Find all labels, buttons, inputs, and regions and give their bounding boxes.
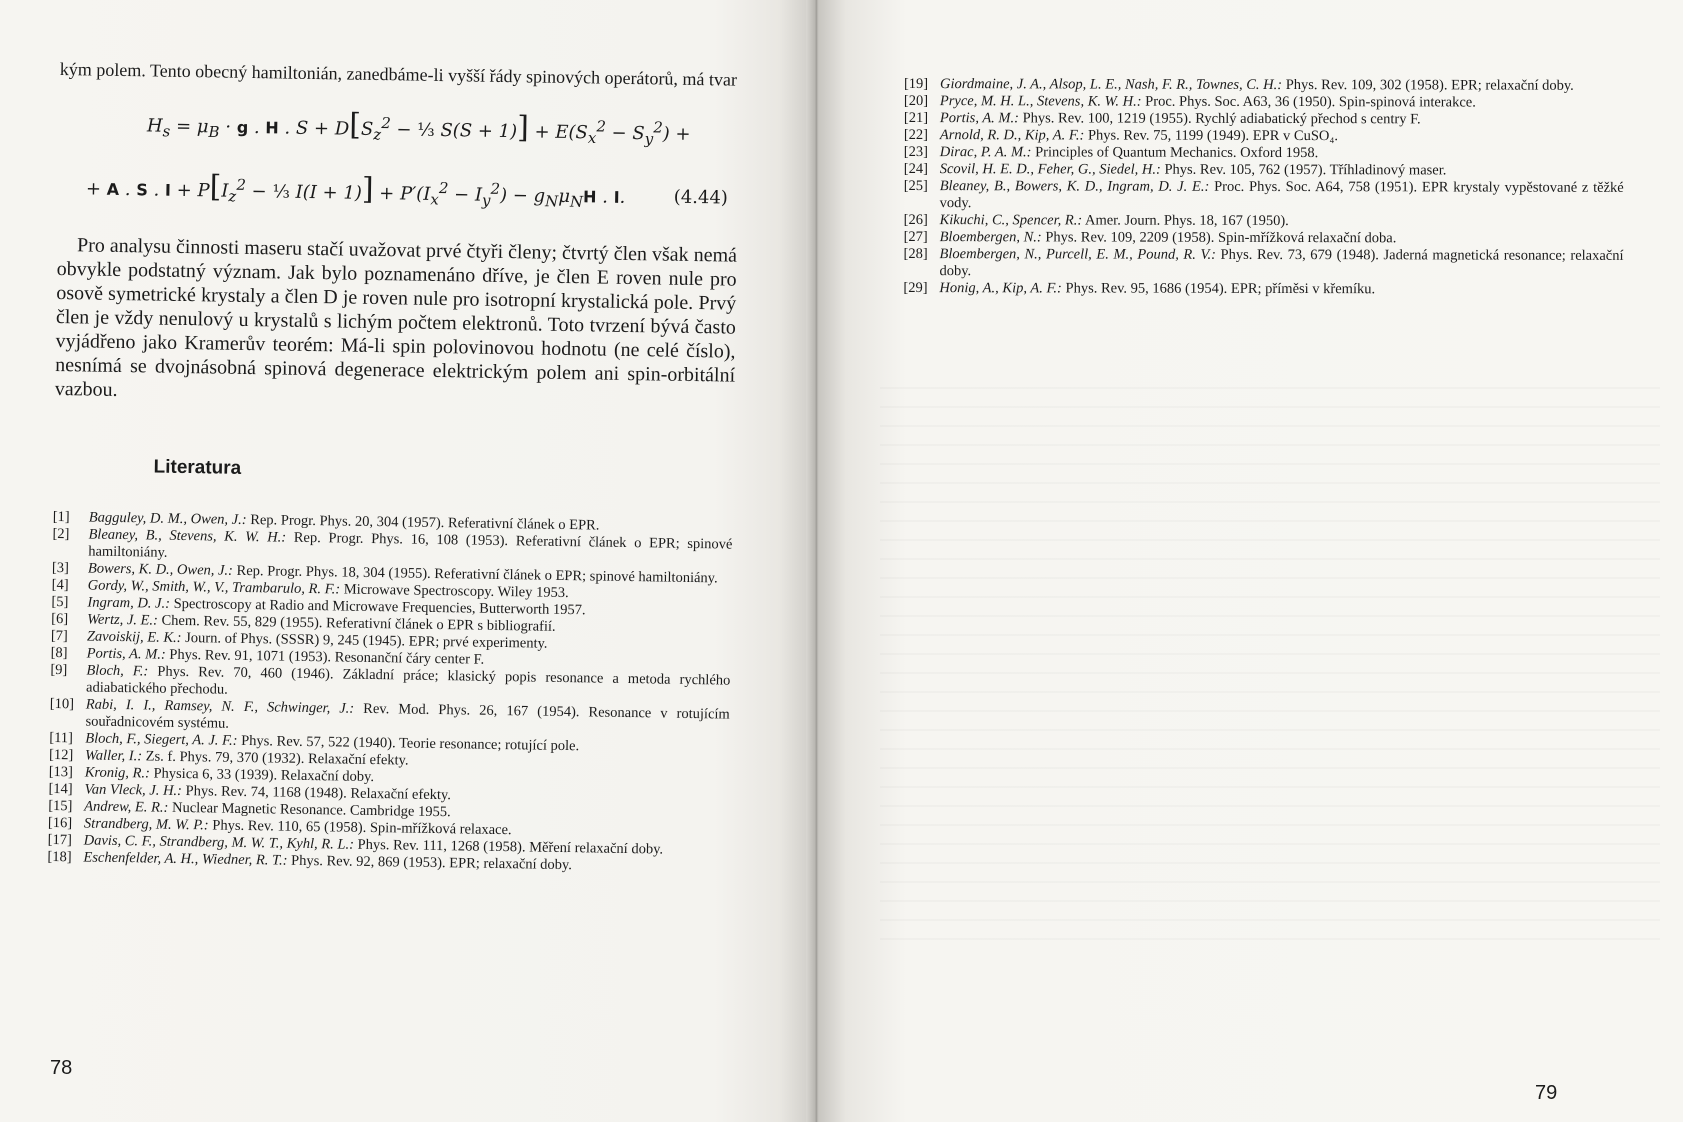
reference-number: [15] — [48, 797, 73, 815]
right-page — [820, 0, 1683, 1122]
reference-number: [16] — [47, 814, 73, 832]
reference-citation: Phys. Rev. 105, 762 (1957). Tříhladinový maser. — [1160, 161, 1447, 179]
reference-number: [22] — [903, 126, 929, 144]
reference-number: [13] — [48, 763, 74, 781]
reference-citation: Phys. Rev. 109, 2209 (1958). Spin-mřížková relaxační doba. — [1041, 229, 1397, 247]
reference-number: [14] — [48, 780, 73, 798]
reference-text — [940, 110, 1624, 129]
reference-number: [18] — [47, 848, 72, 866]
reference-text — [940, 212, 1624, 231]
reference-citation: Principles of Quantum Mechanics. Oxford 1958. — [1031, 144, 1319, 162]
reference-citation: Phys. Rev. 70, 460 (1946). Základní práce; klasický popis resonance a metoda rychlého adiabatického přechodu. — [85, 663, 731, 698]
reference-authors: Bloch, F.: — [86, 662, 149, 680]
reference-number: [26] — [903, 211, 928, 229]
reference-authors: Kronig, R.: — [84, 764, 151, 782]
reference-entry — [904, 161, 1624, 180]
left-page-content — [47, 58, 740, 877]
reference-entry — [904, 144, 1624, 163]
reference-number: [19] — [903, 76, 929, 93]
reference-number: [23] — [903, 143, 928, 161]
reference-number: [4] — [51, 576, 69, 594]
reference-authors: Wertz, J. E.: — [87, 611, 159, 629]
reference-citation: Nuclear Magnetic Resonance. Cambridge 1955. — [168, 799, 451, 821]
reference-number: [29] — [903, 279, 928, 297]
reference-authors: Giordmaine, J. A., Alsop, L. E., Nash, F. R., Townes, C. H.: — [939, 76, 1283, 93]
reference-entry — [904, 93, 1624, 112]
reference-authors: Waller, I.: — [84, 747, 143, 765]
reference-authors: Davis, C. F., Strandberg, M. W. T., Kyhl, R. L.: — [83, 832, 355, 853]
reference-number: [5] — [51, 593, 69, 611]
reference-text — [940, 144, 1624, 163]
reference-number: [3] — [51, 559, 70, 577]
reference-citation: Phys. Rev. 73, 679 (1948). Jaderná magnetická resonance; relaxační doby. — [939, 246, 1624, 280]
reference-authors: Andrew, E. R.: — [84, 798, 169, 816]
reference-authors: Portis, A. M.: — [86, 645, 166, 663]
reference-authors: Bowers, K. D., Owen, J.: — [87, 560, 234, 579]
equation-number: (4.44) — [673, 186, 729, 209]
reference-citation: Phys. Rev. 75, 1199 (1949). EPR v CuSO₄. — [1084, 127, 1339, 145]
left-page — [0, 0, 812, 1122]
reference-number: [20] — [903, 92, 929, 110]
reference-citation: Chem. Rev. 55, 829 (1955). Referativní článek o EPR s bibliografií. — [157, 612, 556, 635]
reference-authors: Bagguley, D. M., Owen, J.: — [88, 509, 247, 528]
reference-citation: Physica 6, 33 (1939). Relaxační doby. — [149, 765, 375, 786]
reference-authors: Arnold, R. D., Kip, A. F.: — [939, 127, 1085, 144]
reference-number: [1] — [52, 508, 70, 526]
reference-authors: Kikuchi, C., Spencer, R.: — [939, 212, 1083, 229]
reference-authors: Bleaney, B., Bowers, K. D., Ingram, D. J. E.: — [939, 178, 1210, 195]
reference-text — [940, 127, 1624, 146]
reference-entry — [904, 212, 1624, 231]
reference-number: [9] — [50, 661, 68, 679]
reference-citation: Microwave Spectroscopy. Wiley 1953. — [340, 581, 569, 602]
reference-authors: Rabi, I. I., Ramsey, N. F., Schwinger, J.: — [85, 696, 355, 717]
reference-number: [8] — [50, 644, 68, 662]
reference-text — [940, 93, 1624, 112]
reference-text — [940, 229, 1624, 248]
reference-citation: Journ. of Phys. (SSSR) 9, 245 (1945). EPR; prvé experimenty. — [181, 629, 548, 652]
reference-entry — [904, 127, 1624, 146]
reference-authors: Ingram, D. J.: — [87, 594, 171, 612]
reference-list-right — [903, 76, 1624, 299]
reference-authors: Scovil, H. E. D., Feher, G., Siedel, H.: — [939, 161, 1161, 178]
reference-citation: Phys. Rev. 110, 65 (1958). Spin-mřížková relaxace. — [208, 817, 512, 839]
reference-citation: Rep. Progr. Phys. 18, 304 (1955). Referativní článek o EPR; spinové hamiltoniány. — [232, 562, 718, 587]
reference-citation: Phys. Rev. 109, 302 (1958). EPR; relaxační doby. — [1282, 76, 1574, 94]
reference-entry — [904, 76, 1624, 95]
page-number-left: 78 — [50, 1057, 73, 1079]
reference-citation: Proc. Phys. Soc. A64, 758 (1951). EPR krystaly vypěstované z těžké vody. — [939, 178, 1624, 212]
reference-authors: Bleaney, B., Stevens, K. W. H.: — [88, 526, 287, 546]
reference-authors: Strandberg, M. W. P.: — [83, 815, 209, 834]
analysis-paragraph: Pro analysu činnosti maseru stačí uvažovat prvé čtyři členy; čtvrtý člen však nemá obvykle podstatný význam. Jak bylo poznamenáno dříve, je člen E roven nule pro osově symetrické krystaly a člen D je roven nule pro isotropní krystalická pole. Prvý člen je vždy nenulový u krystalů s lichým počtem elektronů. Toto tvrzení bývá často vyjádřeno jako Kramerův teorém: Má-li spin polovinovou hodnotu (ne celé číslo), nesnímá se dvojnásobná spinová degenerace elektrickým polem ani spin-orbitální vazbou. — [54, 234, 738, 401]
reference-entry — [903, 280, 1623, 299]
hamiltonian-equation — [58, 95, 740, 224]
intro-paragraph: kým polem. Tento obecný hamiltonián, zanedbáme-li vyšší řády spinových operátorů, má tvar — [59, 58, 738, 90]
reference-number: [6] — [51, 610, 69, 628]
reference-authors: Eschenfelder, A. H., Wiedner, R. T.: — [83, 849, 288, 869]
reference-citation: Amer. Journ. Phys. 18, 167 (1950). — [1082, 212, 1289, 230]
reference-entry — [904, 229, 1624, 248]
reference-number: [2] — [52, 525, 70, 543]
reference-list-left — [47, 509, 733, 877]
reference-authors: Bloch, F., Siegert, A. J. F.: — [85, 730, 238, 749]
equation-line-1: $H_s = \mu_B \cdot g$ . H . $S + D[S_z^2$ − ⅓ $S(S + 1)] + E(S_x^2 - S_y^2)$ + — [146, 107, 691, 148]
equation-line-2: + A . S . $I + P[I_z^2$ − ⅓ $I(I + 1)] + P'(I_x^2 - I_y^2) - g_N\mu_NH$ . I. — [85, 169, 626, 211]
reference-number: [25] — [903, 177, 928, 195]
reference-authors: Portis, A. M.: — [939, 110, 1019, 127]
reference-number: [27] — [903, 228, 928, 246]
reference-citation: Phys. Rev. 91, 1071 (1953). Resonanční čáry center F. — [165, 646, 485, 668]
reference-authors: Van Vleck, J. H.: — [84, 781, 183, 800]
reference-citation: Rep. Progr. Phys. 16, 108 (1953). Referativní článek o EPR; spinové hamiltoniány. — [88, 529, 733, 561]
reference-citation: Phys. Rev. 95, 1686 (1954). EPR; příměsi v křemíku. — [1061, 280, 1376, 298]
reference-citation: Phys. Rev. 100, 1219 (1955). Rychlý adiabatický přechod s centry F. — [1018, 110, 1421, 128]
reference-number: [10] — [49, 695, 75, 713]
reference-text — [940, 76, 1624, 95]
page-number-right: 79 — [1535, 1082, 1558, 1104]
reference-citation: Phys. Rev. 74, 1168 (1948). Relaxační efekty. — [181, 783, 452, 804]
reference-authors: Bloembergen, N.: — [939, 229, 1042, 246]
reference-authors: Honig, A., Kip, A. F.: — [939, 280, 1062, 297]
literature-heading: Literatura — [153, 456, 242, 479]
reference-text — [939, 246, 1623, 282]
reference-authors: Dirac, P. A. M.: — [939, 144, 1032, 161]
reference-number: [12] — [48, 746, 74, 764]
reference-authors: Zavoiskij, E. K.: — [86, 628, 182, 646]
reference-citation: Phys. Rev. 92, 869 (1953). EPR; relaxační doby. — [287, 852, 573, 874]
reference-text — [940, 178, 1624, 214]
reference-number: [17] — [47, 831, 73, 849]
reference-number: [11] — [49, 729, 74, 747]
reference-number: [7] — [50, 627, 68, 645]
reference-number: [24] — [903, 160, 928, 178]
reference-citation: Spectroscopy at Radio and Microwave Frequencies, Butterworth 1957. — [169, 595, 586, 619]
reference-number: [21] — [903, 109, 929, 127]
reference-authors: Gordy, W., Smith, W., V., Trambarulo, R. F.: — [87, 577, 341, 598]
reference-text — [939, 280, 1623, 299]
reference-citation: Rep. Progr. Phys. 20, 304 (1957). Referativní článek o EPR. — [246, 511, 600, 534]
reference-entry — [904, 110, 1624, 129]
show-through-texture — [880, 380, 1660, 940]
reference-citation: Zs. f. Phys. 79, 370 (1932). Relaxační efekty. — [141, 748, 409, 769]
reference-authors: Pryce, M. H. L., Stevens, K. W. H.: — [939, 93, 1142, 110]
reference-citation: Proc. Phys. Soc. A63, 36 (1950). Spin-spinová interakce. — [1141, 93, 1476, 111]
reference-entry — [904, 178, 1624, 214]
right-page-content — [903, 76, 1624, 299]
reference-entry — [903, 246, 1623, 282]
reference-citation: Phys. Rev. 111, 1268 (1958). Měření relaxační doby. — [353, 836, 664, 858]
reference-text — [940, 161, 1624, 180]
reference-authors: Bloembergen, N., Purcell, E. M., Pound, R. V.: — [939, 246, 1216, 263]
reference-citation: Phys. Rev. 57, 522 (1940). Teorie resonance; rotující pole. — [237, 732, 580, 755]
reference-citation: Rev. Mod. Phys. 26, 167 (1954). Resonance v rotujícím souřadnicovém systému. — [85, 700, 730, 732]
reference-number: [28] — [903, 245, 928, 263]
